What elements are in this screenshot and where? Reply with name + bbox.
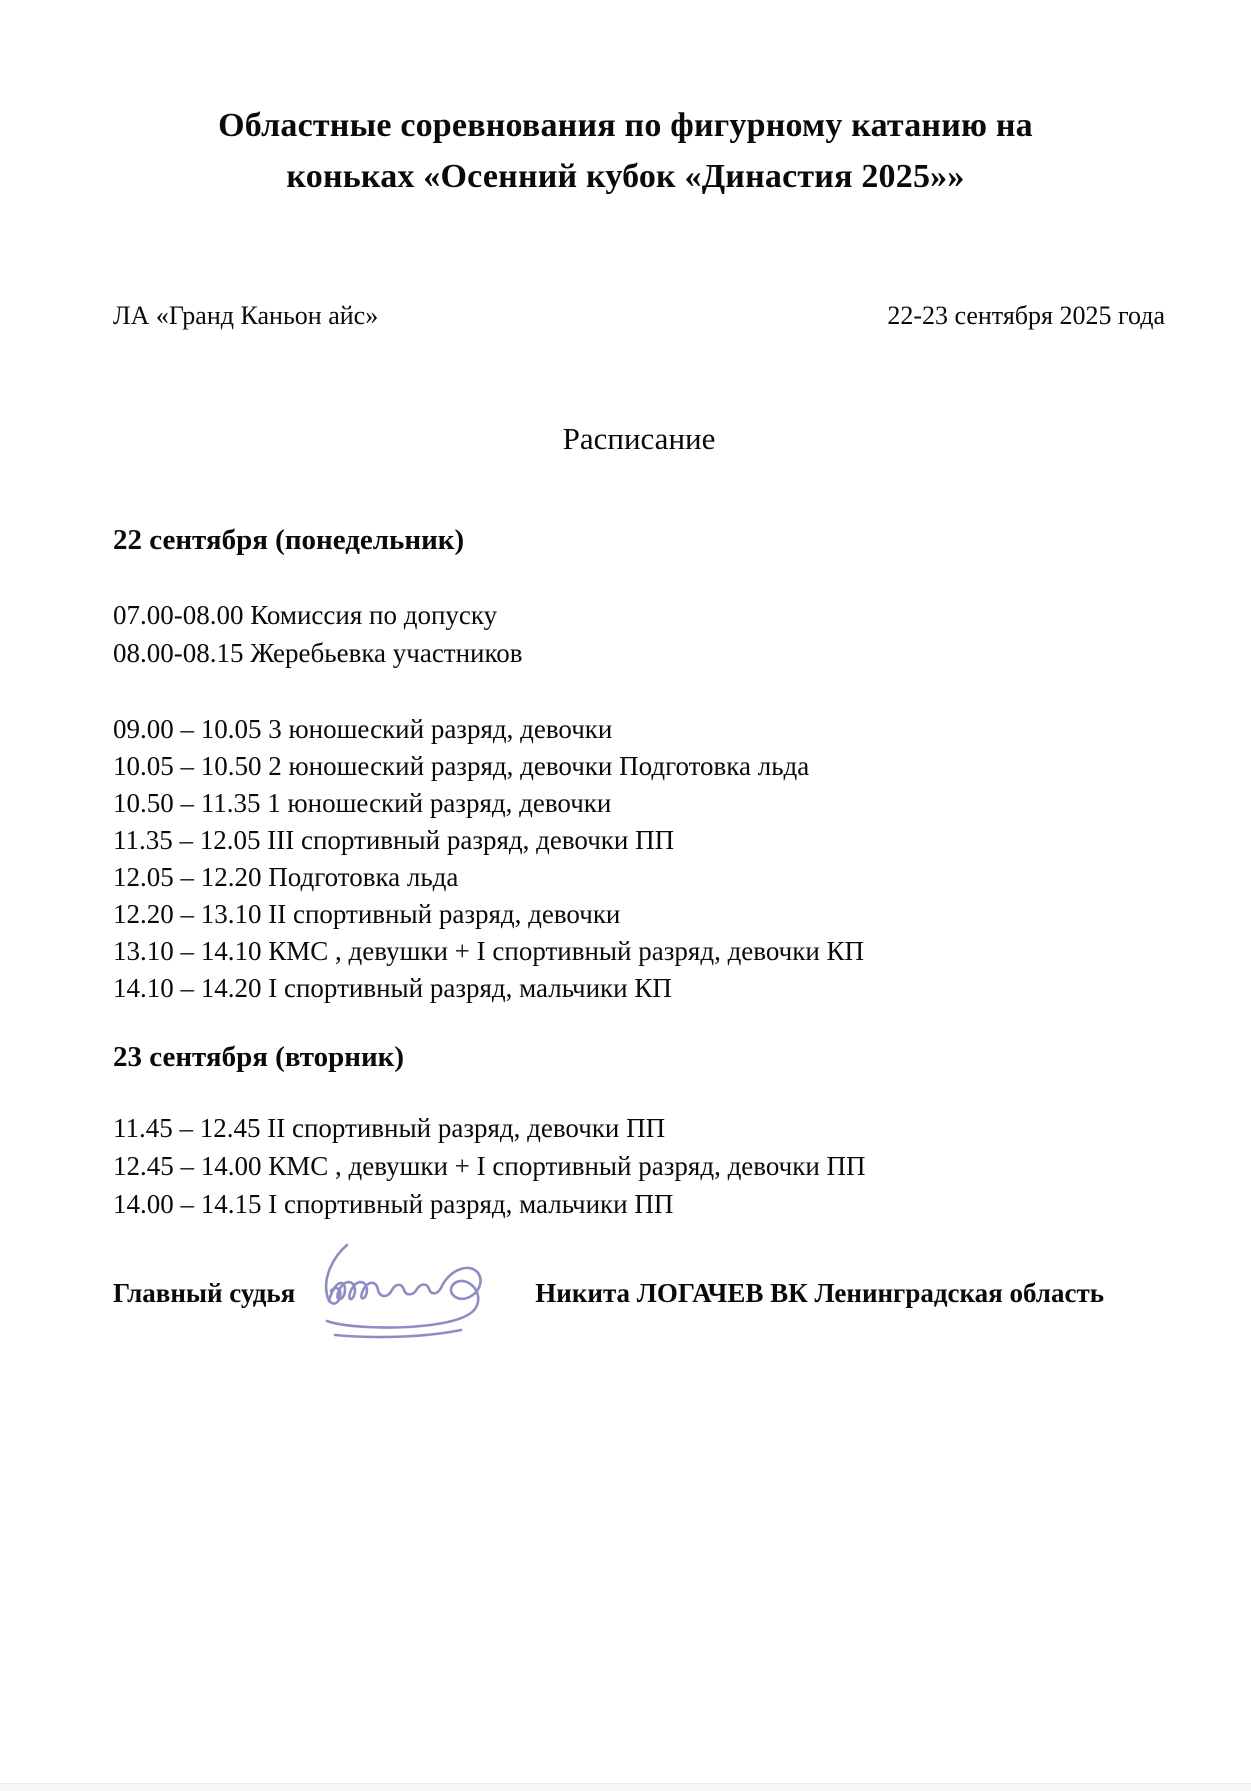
schedule-line: 11.35 – 12.05 III спортивный разряд, девочки ПП: [113, 825, 675, 855]
schedule-line: 14.00 – 14.15 I спортивный разряд, мальчики ПП: [113, 1189, 674, 1219]
schedule-line: 12.05 – 12.20 Подготовка льда: [113, 862, 459, 892]
day2-heading: 23 сентября (вторник): [113, 1041, 405, 1073]
schedule-line: 10.05 – 10.50 2 юношеский разряд, девочки Подготовка льда: [113, 751, 810, 781]
day1-pre-events: [113, 596, 1191, 672]
title-line-1: Областные соревнования по фигурному катанию на: [218, 107, 1033, 144]
schedule-line: 10.50 – 11.35 1 юношеский разряд, девочки: [113, 788, 612, 818]
day1-events: [113, 711, 1191, 1007]
schedule-line: 13.10 – 14.10 КМС , девушки + I спортивный разряд, девочки КП: [113, 936, 865, 966]
schedule-line: 07.00-08.00 Комиссия по допуску: [113, 600, 498, 630]
page-bottom-edge: [0, 1783, 1251, 1791]
meta-row: [113, 298, 1165, 334]
signature-row: [113, 1247, 1211, 1339]
schedule-line: 12.20 – 13.10 II спортивный разряд, девочки: [113, 899, 621, 929]
schedule-line: 12.45 – 14.00 КМС , девушки + I спортивный разряд, девочки ПП: [113, 1151, 866, 1181]
day1-heading: 22 сентября (понедельник): [113, 524, 465, 556]
title-line-2: коньках «Осенний кубок «Династия 2025»»: [286, 158, 965, 195]
venue-text: ЛА «Гранд Каньон айс»: [113, 301, 379, 330]
signature-image: [309, 1237, 519, 1345]
schedule-line: 09.00 – 10.05 3 юношеский разряд, девочки: [113, 714, 613, 744]
document-title: [70, 100, 1181, 202]
dates-text: 22-23 сентября 2025 года: [887, 301, 1165, 330]
judge-name: Никита ЛОГАЧЕВ ВК Ленинградская область: [535, 1277, 1104, 1308]
schedule-line: 11.45 – 12.45 II спортивный разряд, девочки ПП: [113, 1113, 666, 1143]
judge-label: Главный судья: [113, 1277, 296, 1308]
schedule-heading: Расписание: [562, 421, 716, 456]
schedule-line: 14.10 – 14.20 I спортивный разряд, мальчики КП: [113, 973, 672, 1003]
day2-events: [113, 1109, 1191, 1223]
schedule-line: 08.00-08.15 Жеребьевка участников: [113, 638, 523, 668]
